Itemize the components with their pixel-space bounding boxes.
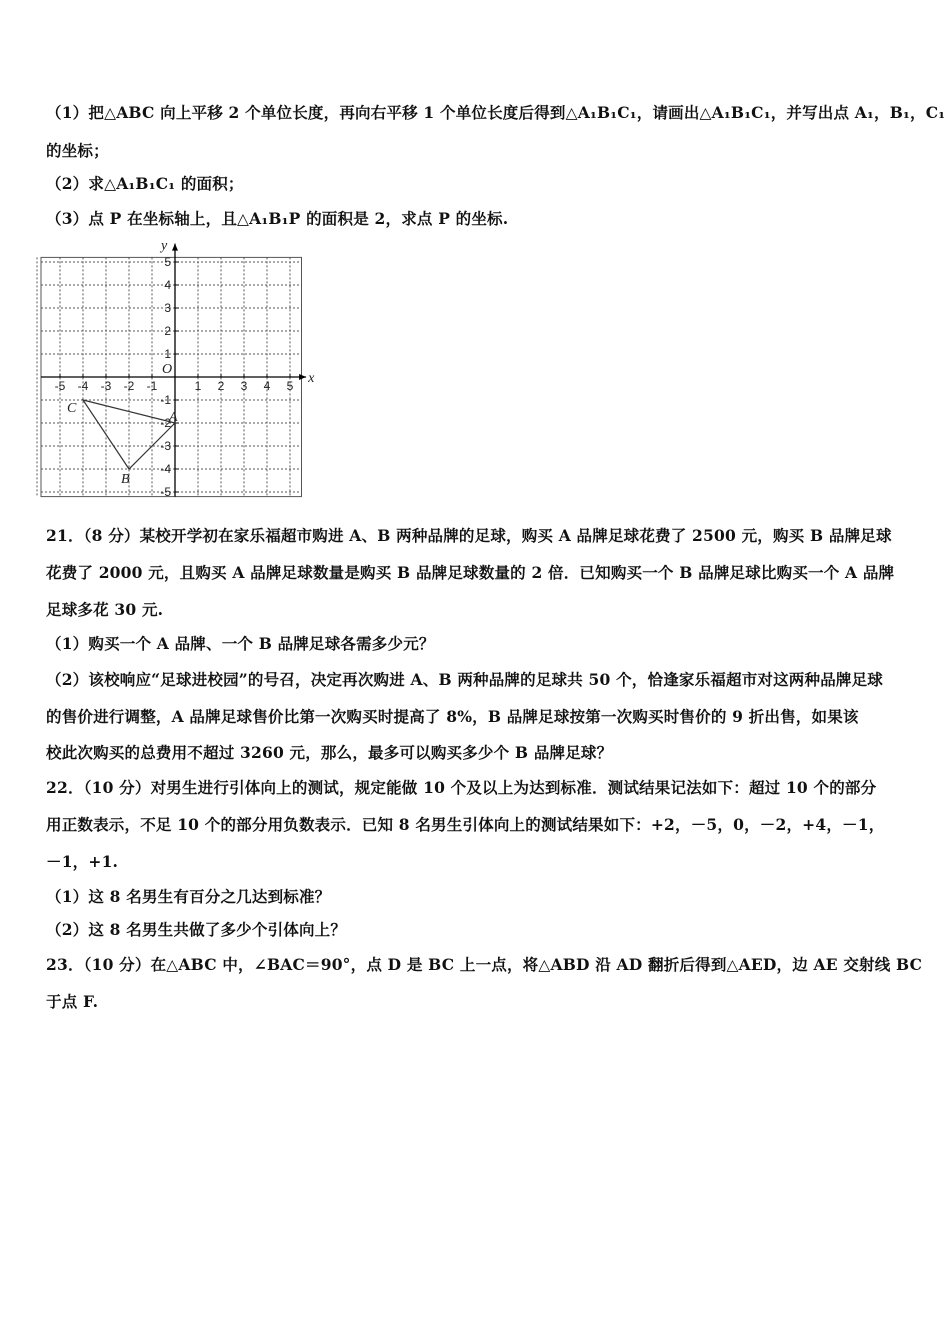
q22-line3: －1，+1. — [46, 852, 119, 871]
y-tick-label: 4 — [164, 278, 171, 292]
y-tick-label: -1 — [160, 393, 171, 407]
q23-line1: 23．（10 分）在△ABC 中，∠BAC＝90°，点 D 是 BC 上一点，将△ABD 沿 AD 翻折后得到△AED，边 AE 交射线 BC — [46, 955, 923, 974]
x-tick-label: 3 — [240, 379, 248, 393]
q21-line1: 21．（8 分）某校开学初在家乐福超市购进 A、B 两种品牌的足球，购买 A 品牌足球花费了 2500 元，购买 B 品牌足球 — [46, 526, 892, 545]
x-tick-label: 5 — [286, 379, 294, 393]
coordinate-grid-svg — [40, 236, 315, 499]
y-tick-label: -2 — [160, 416, 171, 430]
q22-sub1: （1）这 8 名男生有百分之几达到标准？ — [46, 887, 331, 906]
q20-part1-line2: 的坐标； — [46, 141, 109, 160]
y-tick-label: 5 — [164, 255, 171, 269]
coordinate-grid-figure — [40, 236, 315, 499]
y-tick-label: 3 — [164, 301, 171, 315]
q22-line2: 用正数表示，不足 10 个的部分用负数表示．已知 8 名男生引体向上的测试结果如下：+2，－5，0，－2，+4，－1， — [46, 815, 885, 834]
vertex-label-b: B — [121, 472, 130, 487]
q20-part3: （3）点 P 在坐标轴上，且△A₁B₁P 的面积是 2，求点 P 的坐标. — [46, 209, 509, 228]
vertex-label-c: C — [67, 401, 77, 416]
y-axis-arrow — [172, 244, 178, 251]
q21-sub2-line2: 的售价进行调整，A 品牌足球售价比第一次购买时提高了 8%，B 品牌足球按第一次购买时售价的 9 折出售，如果该 — [46, 707, 859, 726]
origin-label: O — [162, 362, 173, 377]
vertex-label-a: A — [169, 410, 178, 425]
x-tick-label: -5 — [54, 379, 66, 393]
q20-part1-line1: （1）把△ABC 向上平移 2 个单位长度，再向右平移 1 个单位长度后得到△A₁B₁C₁，请画出△A₁B₁C₁，并写出点 A₁，B₁，C₁ — [46, 103, 946, 122]
y-tick-label: -3 — [160, 439, 171, 453]
q21-sub2-line1: （2）该校响应“足球进校园”的号召，决定再次购进 A、B 两种品牌的足球共 50 个，恰逢家乐福超市对这两种品牌足球 — [46, 670, 884, 689]
q23-line2: 于点 F. — [46, 992, 99, 1011]
x-tick-label: -1 — [146, 379, 158, 393]
x-axis-label: x — [308, 371, 315, 386]
x-tick-label: 4 — [263, 379, 271, 393]
q21-sub1: （1）购买一个 A 品牌、一个 B 品牌足球各需多少元？ — [46, 634, 435, 653]
y-tick-label: -5 — [160, 485, 171, 499]
q21-line2: 花费了 2000 元，且购买 A 品牌足球数量是购买 B 品牌足球数量的 2 倍．已知购买一个 B 品牌足球比购买一个 A 品牌 — [46, 563, 895, 582]
x-tick-label: 1 — [194, 379, 202, 393]
y-axis-label: y — [161, 238, 168, 254]
x-tick-label: -2 — [123, 379, 135, 393]
x-tick-label: -4 — [77, 379, 89, 393]
y-tick-label: 2 — [164, 324, 171, 338]
q20-part2: （2）求△A₁B₁C₁ 的面积； — [46, 174, 244, 193]
x-tick-label: -3 — [100, 379, 112, 393]
q21-line3: 足球多花 30 元. — [46, 600, 164, 619]
q22-sub2: （2）这 8 名男生共做了多少个引体向上？ — [46, 920, 347, 939]
x-axis-arrow — [299, 374, 306, 380]
x-tick-label: 2 — [217, 379, 225, 393]
q21-sub2-line3: 校此次购买的总费用不超过 3260 元，那么，最多可以购买多少个 B 品牌足球？ — [46, 743, 613, 762]
y-tick-label: -4 — [160, 462, 171, 476]
y-tick-label: 1 — [164, 347, 171, 361]
q22-line1: 22．（10 分）对男生进行引体向上的测试，规定能做 10 个及以上为达到标准．测试结果记法如下：超过 10 个的部分 — [46, 778, 877, 797]
